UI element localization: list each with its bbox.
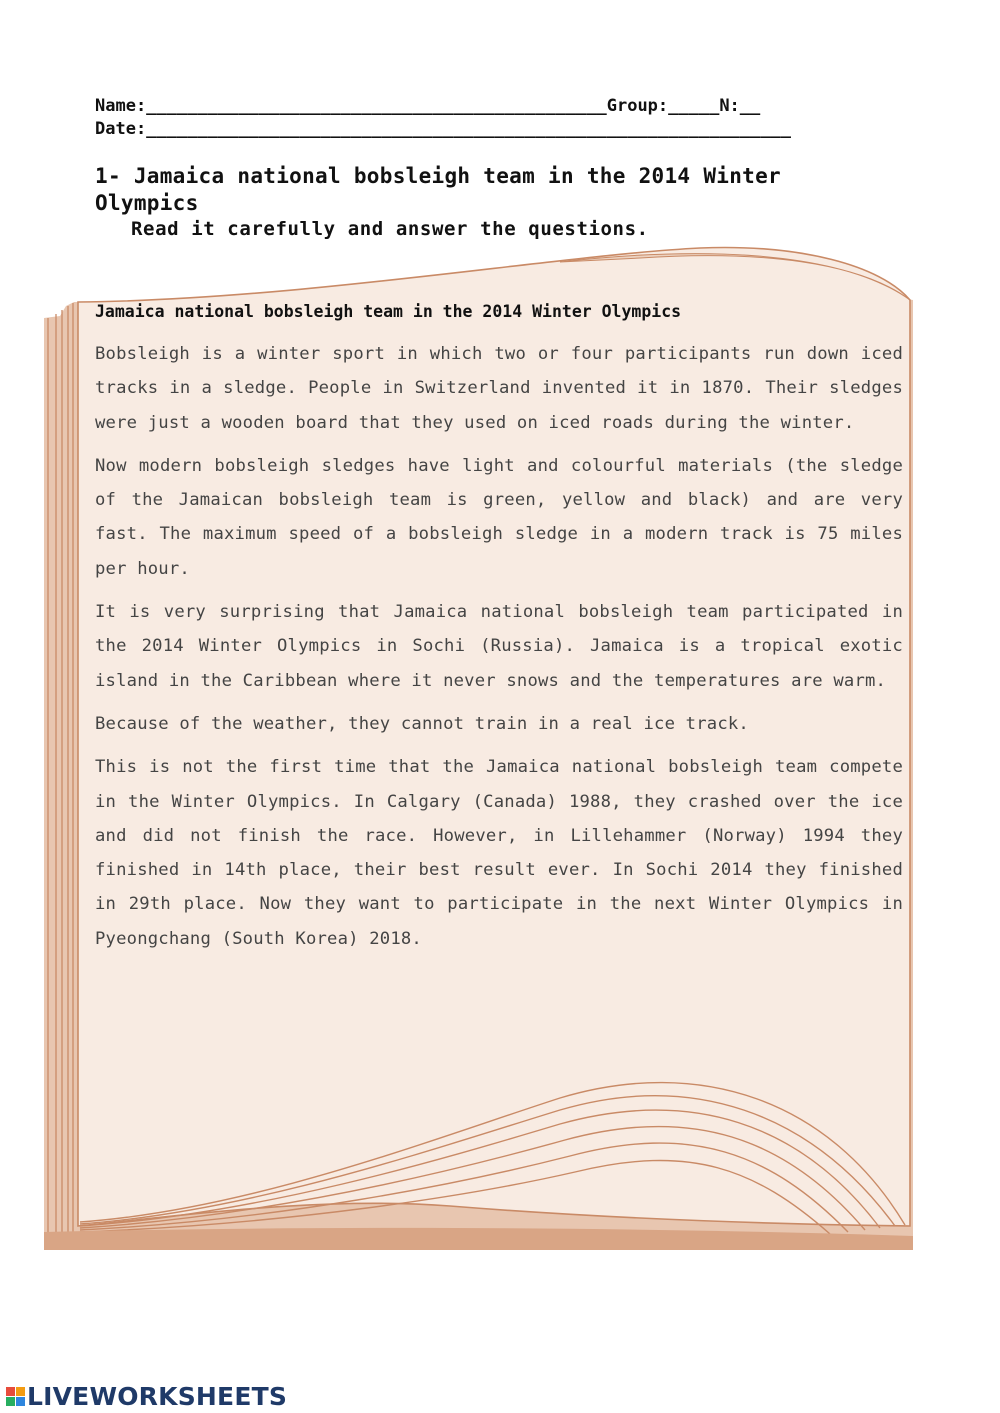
logo-text: LIVEWORKSHEETS — [27, 1381, 288, 1411]
exercise-title: 1- Jamaica national bobsleigh team in the 2014 Winter Olympics — [95, 164, 781, 215]
exercise-instruction: Read it carefully and answer the questions. — [131, 218, 649, 240]
date-line: Date:_______________________________________________________________ — [95, 119, 791, 139]
paragraph-5: This is not the first time that the Jamaica national bobsleigh team compete in the Winter Olympics. In Calgary (Canada) 1988, they crashed over the ice and did not finish the race. However, in Lillehammer (Norway) 1994 they finished in 14th place, their best result ever. In Sochi 2014 they finished in 29th place. Now they want to participate in the next Winter Olympics in Pyeongchang (South Korea) 2018. — [95, 757, 903, 949]
logo-blocks-icon — [6, 1387, 25, 1406]
liveworksheets-logo — [6, 1381, 287, 1411]
paragraph-2: Now modern bobsleigh sledges have light and colourful materials (the sledge of the Jamaican bobsleigh team is green, yellow and black) and are very fast. The maximum speed of a bobsleigh sledge in a modern track is 75 miles per hour. — [95, 455, 903, 579]
reading-passage — [95, 302, 903, 965]
paragraph-3: It is very surprising that Jamaica national bobsleigh team participated in the 2014 Winter Olympics in Sochi (Russia). Jamaica is a tropical exotic island in the Caribbean where it never snows and the temperatures are warm. — [95, 602, 903, 691]
name-group-number-line: Name:_____________________________________________Group:_____N:__ — [95, 96, 761, 116]
reading-title: Jamaica national bobsleigh team in the 2014 Winter Olympics — [95, 302, 682, 321]
paragraph-4: Because of the weather, they cannot train in a real ice track. — [95, 713, 749, 734]
paragraph-1: Bobsleigh is a winter sport in which two or four participants run down iced tracks in a sledge. People in Switzerland invented it in 1870. Their sledges were just a wooden board that they used on iced roads during the winter. — [95, 344, 903, 433]
